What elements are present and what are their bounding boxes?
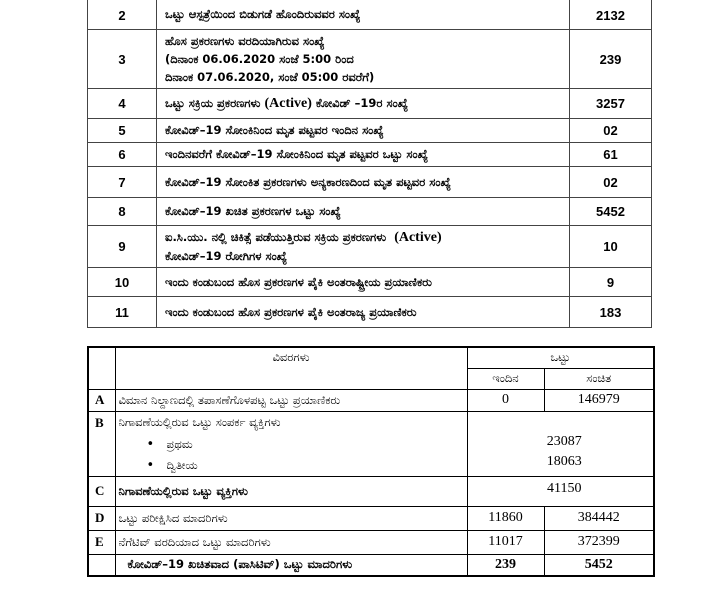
- row-value: 02: [570, 119, 652, 143]
- row-description-line: ಕೋವಿಡ್–19 ರೋಗಿಗಳ ಸಂಖ್ಯೆ: [165, 249, 288, 263]
- row-description-line: [165, 228, 561, 247]
- row-id: D: [88, 506, 115, 530]
- table-header-row: [88, 347, 654, 368]
- contact-category-list: [119, 434, 467, 476]
- table-row: [88, 297, 652, 328]
- table-row: [88, 506, 654, 530]
- row-value: 10: [570, 226, 652, 268]
- table-row: [88, 268, 652, 297]
- table-row: [88, 30, 652, 89]
- row-description: [157, 89, 570, 119]
- table-row: [88, 0, 652, 30]
- row-number: 8: [88, 198, 157, 226]
- row-description: [157, 226, 570, 268]
- row-description-line: ದಿನಾಂಕ 07.06.2020, ಸಂಜೆ 05:00 ರವರೆಗೆ): [165, 70, 375, 84]
- header-details: ವಿವರಗಳು: [115, 347, 467, 389]
- row-value: 41150: [467, 476, 654, 506]
- table-row: [88, 198, 652, 226]
- table-row: [88, 89, 652, 119]
- row-label: ನೆಗೆಟಿವ್ ವರದಿಯಾದ ಒಟ್ಟು ಮಾದರಿಗಳು: [115, 530, 467, 554]
- table-row: [88, 476, 654, 506]
- row-value: 18063: [546, 453, 582, 469]
- header-cumulative: ಸಂಚಿತ: [544, 368, 654, 389]
- header-today: ಇಂದಿನ: [467, 368, 544, 389]
- row-id: B: [88, 411, 115, 476]
- row-id: A: [88, 389, 115, 411]
- row-id: E: [88, 530, 115, 554]
- row-label: ಒಟ್ಟು ಪರೀಕ್ಷಿಸಿದ ಮಾದರಿಗಳು: [115, 506, 467, 530]
- row-label: ವಿಮಾನ ನಿಲ್ದಾಣದಲ್ಲಿ ತಪಾಸಣೆಗೊಳಪಟ್ಟ ಒಟ್ಟು ಪ್ರಯಾಣಿಕರು: [115, 389, 467, 411]
- row-description-line: (ದಿನಾಂಕ 06.06.2020 ಸಂಜೆ 5:00 ರಿಂದ: [165, 52, 354, 66]
- row-description-text: ಐ.ಸಿ.ಯು. ನಲ್ಲಿ ಚಿಕಿತ್ಸೆ ಪಡೆಯುತ್ತಿರುವ ಸಕ್ರಿಯ ಪ್ರಕರಣಗಳು: [165, 230, 387, 244]
- table-row: [88, 554, 654, 576]
- row-label-group: [115, 411, 467, 476]
- row-value: 23087: [546, 433, 582, 449]
- row-value: 61: [570, 143, 652, 167]
- row-description: ಇಂದು ಕಂಡುಬಂದ ಹೊಸ ಪ್ರಕರಣಗಳ ಪೈಕಿ ಅಂತರಾಜ್ಯ ಪ್ರಯಾಣಿಕರು: [157, 297, 570, 328]
- row-description: ಒಟ್ಟು ಆಸ್ಪತ್ರೆಯಿಂದ ಬಿಡುಗಡೆ ಹೊಂದಿರುವವರ ಸಂಖ್ಯೆ: [157, 0, 570, 30]
- row-label: ನಿಗಾವಣೆಯಲ್ಲಿರುವ ಒಟ್ಟು ಸಂಪರ್ಕ ವ್ಯಕ್ತಿಗಳು: [118, 414, 281, 429]
- row-number: 11: [88, 297, 157, 328]
- table-row: [88, 411, 654, 476]
- row-today: 11017: [467, 530, 544, 554]
- row-cumulative: 372399: [544, 530, 654, 554]
- list-item: • ಪ್ರಥಮ: [147, 434, 467, 455]
- row-description-line: ಹೊಸ ಪ್ರಕರಣಗಳು ವರದಿಯಾಗಿರುವ ಸಂಖ್ಯೆ: [165, 34, 325, 48]
- row-values: [467, 411, 654, 476]
- row-number: 3: [88, 30, 157, 89]
- covid-stats-table: [87, 0, 652, 328]
- row-description: ಇಂದು ಕಂಡುಬಂದ ಹೊಸ ಪ್ರಕರಣಗಳ ಪೈಕಿ ಅಂತರಾಷ್ಟ್ರೀಯ ಪ್ರಯಾಣಿಕರು: [157, 268, 570, 297]
- list-item: • ದ್ವಿತೀಯ: [147, 455, 467, 476]
- table-row: [88, 530, 654, 554]
- row-description: ಕೋವಿಡ್–19 ಖಚಿತ ಪ್ರಕರಣಗಳ ಒಟ್ಟು ಸಂಖ್ಯೆ: [157, 198, 570, 226]
- row-label: ಕೋವಿಡ್–19 ಖಚಿತವಾದ (ಪಾಸಿಟಿವ್) ಒಟ್ಟು ಮಾದರಿಗಳು: [115, 554, 467, 576]
- row-value: 5452: [570, 198, 652, 226]
- table-row: [88, 143, 652, 167]
- row-value: 2132: [570, 0, 652, 30]
- row-number: 7: [88, 167, 157, 198]
- row-number: 10: [88, 268, 157, 297]
- row-id: [88, 554, 115, 576]
- row-value: 239: [570, 30, 652, 89]
- row-description-latin: (Active): [394, 230, 442, 245]
- row-description-latin: (Active): [264, 96, 312, 111]
- row-number: 5: [88, 119, 157, 143]
- row-description: ಕೋವಿಡ್–19 ಸೋಂಕಿತ ಪ್ರಕರಣಗಳು ಅನ್ಯಕಾರಣದಿಂದ ಮೃತ ಪಟ್ಟವರ ಸಂಖ್ಯೆ: [157, 167, 570, 198]
- table-row: [88, 226, 652, 268]
- row-cumulative: 5452: [544, 554, 654, 576]
- row-value: 183: [570, 297, 652, 328]
- row-cumulative: 146979: [544, 389, 654, 411]
- row-description-text: ಕೋವಿಡ್ –19ರ ಸಂಖ್ಯೆ: [315, 96, 409, 110]
- row-id: C: [88, 476, 115, 506]
- table-row: [88, 389, 654, 411]
- row-number: 2: [88, 0, 157, 30]
- row-number: 6: [88, 143, 157, 167]
- row-value: 02: [570, 167, 652, 198]
- row-today: 239: [467, 554, 544, 576]
- row-label: ನಿಗಾವಣೆಯಲ್ಲಿರುವ ಒಟ್ಟು ವ್ಯಕ್ತಿಗಳು: [115, 476, 467, 506]
- row-today: 0: [467, 389, 544, 411]
- header-total: ಒಟ್ಟು: [467, 347, 654, 368]
- table-row: [88, 167, 652, 198]
- table-row: [88, 119, 652, 143]
- row-value: 9: [570, 268, 652, 297]
- row-description-text: ಒಟ್ಟು ಸಕ್ರಿಯ ಪ್ರಕರಣಗಳು: [165, 96, 261, 110]
- row-number: 9: [88, 226, 157, 268]
- surveillance-table: [87, 346, 655, 577]
- row-cumulative: 384442: [544, 506, 654, 530]
- row-description: [157, 30, 570, 89]
- row-today: 11860: [467, 506, 544, 530]
- header-blank: [88, 347, 115, 389]
- row-value: 3257: [570, 89, 652, 119]
- row-description: ಇಂದಿನವರೆಗೆ ಕೋವಿಡ್–19 ಸೋಂಕಿನಿಂದ ಮೃತ ಪಟ್ಟವರ ಒಟ್ಟು ಸಂಖ್ಯೆ: [157, 143, 570, 167]
- row-description: ಕೋವಿಡ್–19 ಸೋಂಕಿನಿಂದ ಮೃತ ಪಟ್ಟವರ ಇಂದಿನ ಸಂಖ್ಯೆ: [157, 119, 570, 143]
- row-number: 4: [88, 89, 157, 119]
